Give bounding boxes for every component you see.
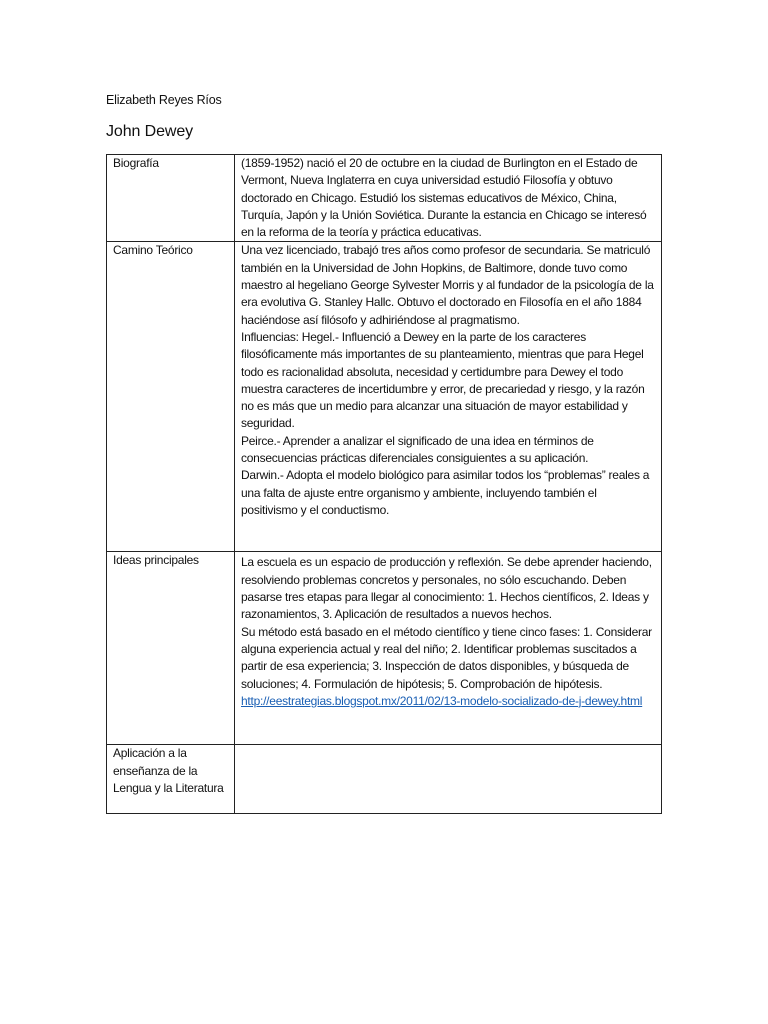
table-row-biografia xyxy=(107,155,662,242)
row-content-aplicacion-empty xyxy=(235,745,662,814)
row-content-camino-teorico xyxy=(235,242,662,552)
table-row-camino-teorico xyxy=(107,242,662,552)
row-content-biografia xyxy=(235,155,662,242)
ideas-paragraph-metodo xyxy=(241,624,656,710)
reference-link[interactable]: http://eestrategias.blogspot.mx/2011/02/13-modelo-socializado-de-j-dewey.html xyxy=(241,693,643,708)
camino-paragraph-hegel: Influencias: Hegel.- Influenció a Dewey en la parte de los caracteres filosóficamente más importantes de su planteamiento, mientras que para Hegel todo es racionalidad absoluta, necesidad y certidumbre para Dewey el todo muestra caracteres de incertidumbre y error, de precariedad y riesgo, y la razón no es más que un medio para alcanzar una situación de mayor estabilidad y seguridad. xyxy=(241,329,645,431)
ideas-paragraph-escuela: La escuela es un espacio de producción y reflexión. Se debe aprender haciendo, resolviendo problemas concretos y personales, no sólo escuchando. Deben pasarse tres etapas para llegar al conocimiento: 1. Hechos científicos, 2. Ideas y razonamientos, 3. Aplicación de resultados a nuevos hechos. xyxy=(241,555,652,622)
camino-paragraph-licenciado: Una vez licenciado, trabajó tres años como profesor de secundaria. Se matriculó también en la Universidad de John Hopkins, de Baltimore, donde tuvo como maestro al hegeliano George Sylvester Morris y al fundador de la psicología de la era evolutiva G. Stanley Hallc. Obtuvo el doctorado en Filosofía en el año 1884 haciéndose así filósofo y adhiriéndose al pragmatismo. xyxy=(241,243,654,327)
row-content-ideas-principales xyxy=(235,552,662,745)
camino-paragraph-peirce: Peirce.- Aprender a analizar el significado de una idea en términos de consecuencias prácticas diferenciales consiguientes a su aplicación. xyxy=(241,433,594,466)
camino-paragraph-darwin: Darwin.- Adopta el modelo biológico para asimilar todos los “problemas” reales a una falta de ajuste entre organismo y ambiente, incluyendo también el positivismo y el conductismo. xyxy=(241,468,650,517)
document-title: John Dewey xyxy=(106,123,194,140)
table-row-ideas-principales xyxy=(107,552,662,745)
row-label-camino-teorico: Camino Teórico xyxy=(107,242,235,552)
table-row-aplicacion xyxy=(107,745,662,814)
row-label-aplicacion: Aplicación a la enseñanza de la Lengua y la Literatura xyxy=(107,745,235,814)
biografia-paragraph: (1859-1952) nació el 20 de octubre en la ciudad de Burlington en el Estado de Vermont, Nueva Inglaterra en cuya universidad estudió Filosofía y obtuvo doctorado en Chicago. Estudió los sistemas educativos de México, China, Turquía, Japón y la Unión Soviética. Durante la estancia en Chicago se interesó en la reforma de la teoría y práctica educativas. xyxy=(241,156,647,240)
row-label-biografia: Biografía xyxy=(107,155,235,242)
row-label-ideas-principales: Ideas principales xyxy=(107,552,235,745)
ideas-metodo-text: Su método está basado en el método científico y tiene cinco fases: 1. Considerar alguna experiencia actual y real del niño; 2. Identificar problemas suscitados a partir de esa experiencia; 3. Inspección de datos disponibles, y búsqueda de soluciones; 4. Formulación de hipótesis; 5. Comprobación de hipótesis. xyxy=(241,624,652,691)
author-name: Elizabeth Reyes Ríos xyxy=(106,93,222,107)
dewey-summary-table xyxy=(106,154,662,814)
